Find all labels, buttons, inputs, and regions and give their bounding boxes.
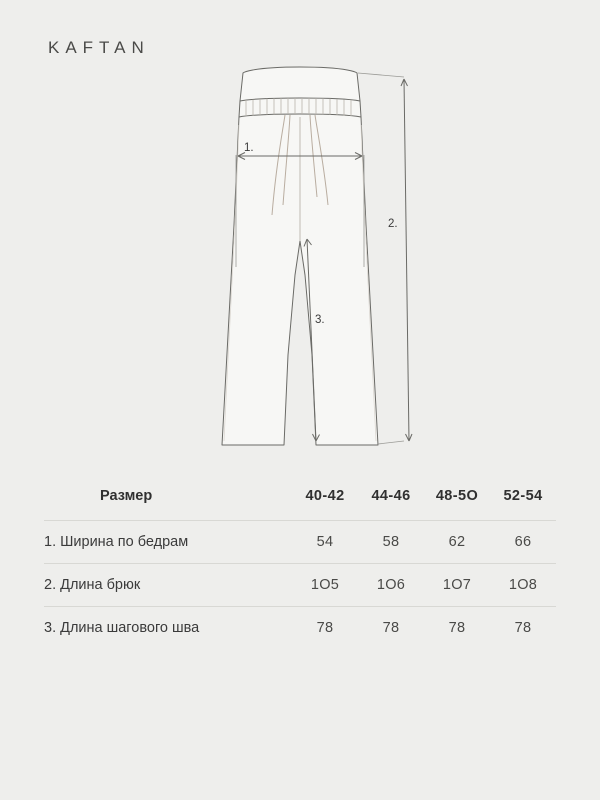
header-measurement-label: Размер [100, 488, 153, 504]
cell-inseam-48-50: 78 [448, 620, 466, 636]
brand-title: KAFTAN [48, 38, 150, 57]
header-size-1: 40-42 [305, 488, 345, 504]
trousers-technical-drawing [0, 55, 600, 465]
garment-illustration [0, 55, 600, 465]
cell-hip-width-44-46: 58 [382, 534, 400, 550]
header-size-3: 48-5O [435, 488, 479, 504]
measure-label-2: 2. [388, 218, 398, 230]
cell-inseam-52-54: 78 [514, 620, 532, 636]
measure-label-1: 1. [244, 142, 254, 154]
measure-label-3: 3. [315, 314, 325, 326]
cell-inseam-40-42: 78 [316, 620, 334, 636]
table-row [44, 564, 556, 607]
size-table-wrapper [44, 488, 556, 649]
cell-trouser-length-52-54: 1O8 [508, 577, 538, 593]
cell-hip-width-48-50: 62 [448, 534, 466, 550]
table-row [44, 607, 556, 650]
table-row [44, 521, 556, 564]
cell-hip-width-52-54: 66 [514, 534, 532, 550]
cell-trouser-length-48-50: 1O7 [442, 577, 472, 593]
size-table [44, 488, 556, 649]
row-label-hip-width: 1. Ширина по бедрам [44, 534, 189, 550]
cell-hip-width-40-42: 54 [316, 534, 334, 550]
row-label-inseam: 3. Длина шагового шва [44, 620, 200, 636]
header-size-4: 52-54 [503, 488, 543, 504]
cell-trouser-length-44-46: 1O6 [376, 577, 406, 593]
header-size-2: 44-46 [371, 488, 411, 504]
cell-trouser-length-40-42: 1O5 [310, 577, 340, 593]
size-table-body [44, 521, 556, 650]
row-label-trouser-length: 2. Длина брюк [44, 577, 141, 593]
cell-inseam-44-46: 78 [382, 620, 400, 636]
table-header-row [44, 488, 556, 521]
size-table-head [44, 488, 556, 521]
